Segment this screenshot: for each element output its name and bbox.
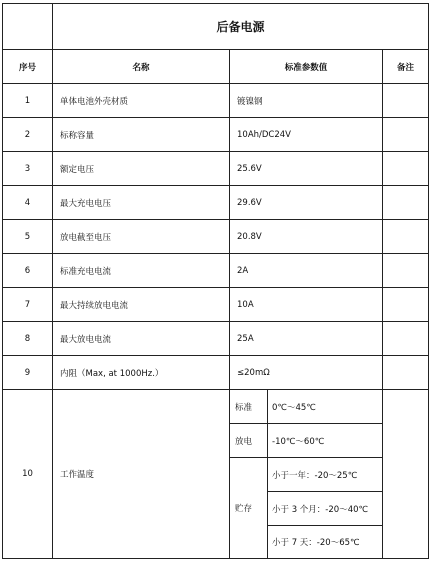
row-name: 标准充电电流: [53, 254, 230, 288]
row-name: 标称容量: [53, 118, 230, 152]
row-name: 单体电池外壳材质: [53, 84, 230, 118]
temp-storage-value: 小于 7 天：-20～65℃: [268, 526, 383, 559]
row-no: 3: [3, 152, 53, 186]
row-name: 放电截至电压: [53, 220, 230, 254]
temp-storage-value: 小于 3 个月：-20～40℃: [268, 492, 383, 526]
table-title: 后备电源: [53, 4, 429, 50]
row-value: 10Ah/DC24V: [230, 118, 383, 152]
title-row: [3, 4, 429, 50]
table-row: [3, 118, 429, 152]
row-remark: [383, 322, 429, 356]
row-name: 最大持续放电电流: [53, 288, 230, 322]
temp-row-standard: [3, 390, 429, 424]
row-name: 额定电压: [53, 152, 230, 186]
temp-storage-value: 小于一年：-20～25℃: [268, 458, 383, 492]
row-no: 4: [3, 186, 53, 220]
temp-name: 工作温度: [53, 390, 230, 559]
row-remark: [383, 186, 429, 220]
row-value: ≤20mΩ: [230, 356, 383, 390]
row-value: 10A: [230, 288, 383, 322]
row-name: 内阻（Max, at 1000Hz.）: [53, 356, 230, 390]
row-remark: [383, 152, 429, 186]
table-row: [3, 288, 429, 322]
row-value: 20.8V: [230, 220, 383, 254]
row-value: 2A: [230, 254, 383, 288]
table-row: [3, 322, 429, 356]
row-value: 25.6V: [230, 152, 383, 186]
temp-storage-label: 贮存: [230, 458, 268, 559]
header-value: 标准参数值: [230, 50, 383, 84]
row-remark: [383, 118, 429, 152]
row-no: 5: [3, 220, 53, 254]
row-no: 2: [3, 118, 53, 152]
table-row: [3, 220, 429, 254]
row-no: 6: [3, 254, 53, 288]
header-name: 名称: [53, 50, 230, 84]
temp-discharge-value: -10℃～60℃: [268, 424, 383, 458]
table-row: [3, 84, 429, 118]
temp-discharge-label: 放电: [230, 424, 268, 458]
table-row: [3, 186, 429, 220]
row-value: 29.6V: [230, 186, 383, 220]
table-row: [3, 152, 429, 186]
row-remark: [383, 220, 429, 254]
row-remark: [383, 288, 429, 322]
row-name: 最大充电电压: [53, 186, 230, 220]
row-no: 8: [3, 322, 53, 356]
row-no: 1: [3, 84, 53, 118]
row-remark: [383, 254, 429, 288]
spec-table: [2, 3, 429, 559]
header-no: 序号: [3, 50, 53, 84]
temp-no: 10: [3, 390, 53, 559]
header-row: [3, 50, 429, 84]
table-row: [3, 254, 429, 288]
temp-standard-label: 标准: [230, 390, 268, 424]
header-remark: 备注: [383, 50, 429, 84]
temp-remark: [383, 390, 429, 559]
title-blank-cell: [3, 4, 53, 50]
row-no: 7: [3, 288, 53, 322]
row-name: 最大放电电流: [53, 322, 230, 356]
row-no: 9: [3, 356, 53, 390]
table-row: [3, 356, 429, 390]
row-value: 25A: [230, 322, 383, 356]
row-value: 镀镍钢: [230, 84, 383, 118]
temp-standard-value: 0℃～45℃: [268, 390, 383, 424]
row-remark: [383, 356, 429, 390]
row-remark: [383, 84, 429, 118]
